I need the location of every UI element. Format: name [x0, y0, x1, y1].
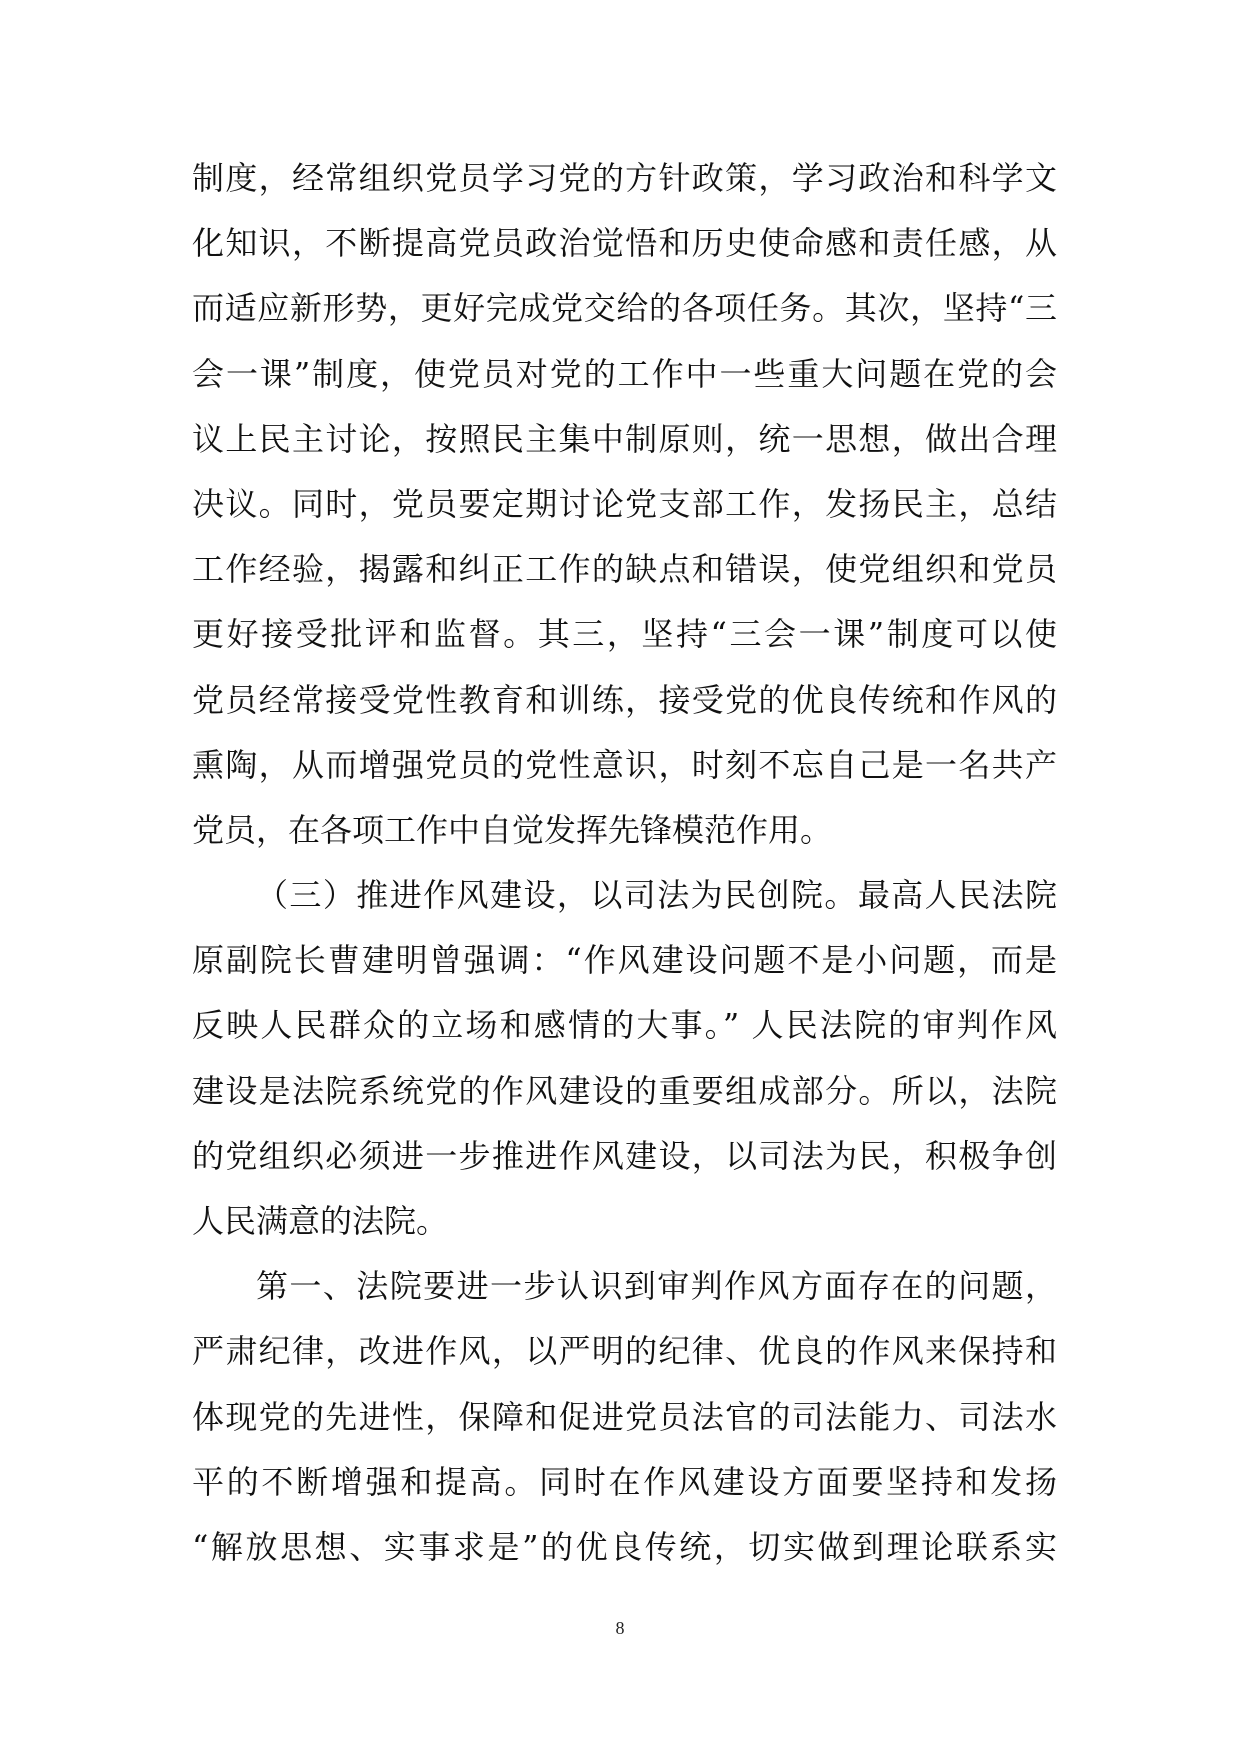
page-number: 8 [615, 1618, 625, 1638]
text-line-paragraph-start: 第一、法院要进一步认识到审判作风方面存在的问题， [256, 1267, 1057, 1306]
text-line-section-heading: （三）推进作风建设，以司法为民创院。最高人民法院 [256, 876, 1057, 915]
body-text [192, 146, 1057, 1580]
text-line: 更好接受批评和监督。其三，坚持“三会一课”制度可以使 [192, 615, 1057, 654]
text-line: 人民满意的法院。 [192, 1202, 449, 1240]
text-line: 原副院长曹建明曾强调：“作风建设问题不是小问题，而是 [192, 941, 1057, 980]
text-line: 建设是法院系统党的作风建设的重要组成部分。所以，法院 [192, 1071, 1057, 1110]
text-line: 党员经常接受党性教育和训练，接受党的优良传统和作风的 [192, 680, 1057, 719]
text-line: 议上民主讨论，按照民主集中制原则，统一思想，做出合理 [192, 419, 1057, 458]
text-line: 决议。同时，党员要定期讨论党支部工作，发扬民主，总结 [192, 484, 1057, 523]
text-line: 的党组织必须进一步推进作风建设，以司法为民，积极争创 [192, 1136, 1057, 1175]
text-line: 工作经验，揭露和纠正工作的缺点和错误，使党组织和党员 [192, 550, 1057, 589]
text-line: “解放思想、实事求是”的优良传统，切实做到理论联系实 [192, 1527, 1057, 1566]
text-line: 严肃纪律，改进作风，以严明的纪律、优良的作风来保持和 [192, 1332, 1057, 1371]
text-line: 化知识，不断提高党员政治觉悟和历史使命感和责任感，从 [192, 224, 1057, 263]
text-line: 平的不断增强和提高。同时在作风建设方面要坚持和发扬 [192, 1462, 1057, 1501]
text-line: 体现党的先进性，保障和促进党员法官的司法能力、司法水 [192, 1397, 1057, 1436]
text-line: 熏陶，从而增强党员的党性意识，时刻不忘自己是一名共产 [192, 745, 1057, 784]
text-line: 反映人民群众的立场和感情的大事。” 人民法院的审判作风 [192, 1006, 1057, 1045]
text-line: 而适应新形势，更好完成党交给的各项任务。其次，坚持“三 [192, 289, 1057, 328]
text-line: 制度，经常组织党员学习党的方针政策，学习政治和科学文 [192, 159, 1057, 197]
text-line: 党员，在各项工作中自觉发挥先锋模范作用。 [192, 810, 833, 849]
text-line: 会一课”制度，使党员对党的工作中一些重大问题在党的会 [192, 354, 1057, 393]
